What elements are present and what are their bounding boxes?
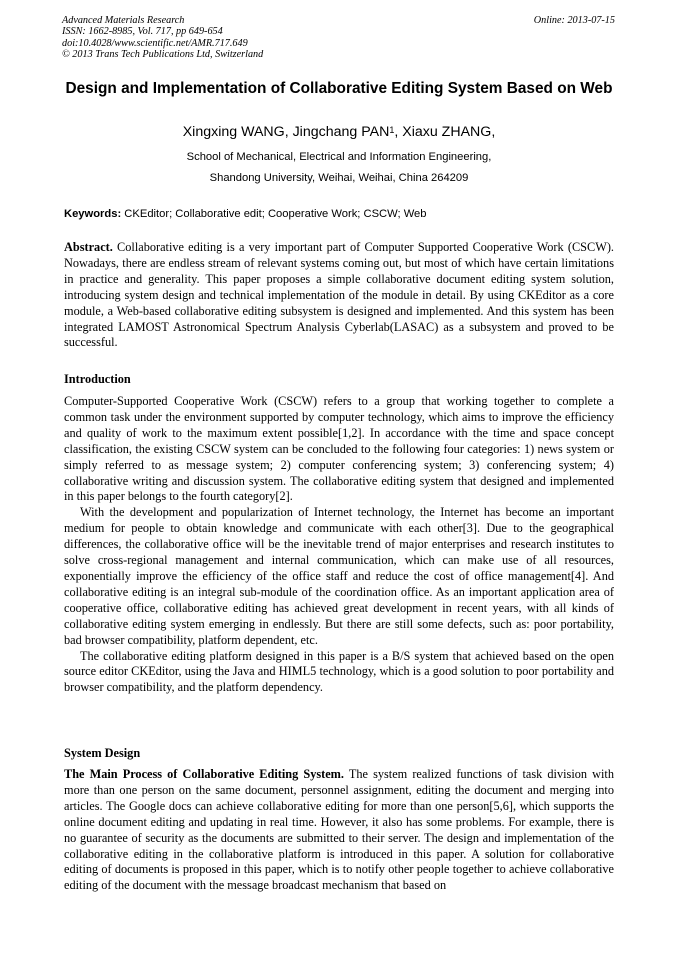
issn-line: ISSN: 1662-8985, Vol. 717, pp 649-654 [62, 26, 223, 38]
keywords-label: Keywords: [64, 208, 122, 220]
journal-header [62, 15, 615, 61]
keywords [64, 207, 614, 221]
copyright-line: © 2013 Trans Tech Publications Ltd, Switzerland [62, 49, 264, 61]
introduction-body [64, 394, 614, 696]
author-affiliation-mark: 1 [389, 125, 395, 135]
intro-paragraph-2: With the development and popularization of Internet technology, the Internet has become an important medium for people to obtain knowledge and communicate with each other[3]. Due to the geographical differences, the collaborative office will be the inevitable trend of major enterprises and research institutes to solve cross-regional management and internal communication, which can make use of all resources, exponentially improve the efficiency of the office staff and reduce the cost of office management[4]. And collaborative editing is an integral sub-module of the coordination office. As an important application area of cooperative office, collaborative editing has achieved great development in recent years, with all kinds of collaborative editing system emerging in endlessly. But there are still some defects, such as: poor portability, bad browser compatibility, platform dependent, etc. [64, 505, 614, 647]
authors-part1: Xingxing WANG, Jingchang PAN [182, 124, 390, 140]
abstract-text: Collaborative editing is a very important part of Computer Supported Cooperative Work (CSCW). Nowadays, there are endless stream of relevant systems coming out, but most of which have certain limitations in practice and generality. This paper proposes a simple collaborative document editing system solution, introducing system design and technical implementation of the module in detail. By using CKEditor as a core module, a Web-based collaborative editing subsystem is designed and implemented. And this system has been integrated LAMOST Astronomical Spectrum Analysis Cyberlab(LASAC) as a subsystem and proved to be successful. [64, 240, 614, 350]
subsection-heading-main-process: The Main Process of Collaborative Editing System. [64, 767, 344, 781]
abstract-label: Abstract. [64, 240, 113, 254]
authors-part2: , Xiaxu ZHANG, [394, 124, 496, 140]
author-list [64, 123, 614, 141]
system-design-paragraph [64, 767, 614, 894]
intro-paragraph-1: Computer-Supported Cooperative Work (CSCW) refers to a group that working together to complete a common task under the environment supported by computer technology, which aims to improve the efficiency and quality of work to the maximum extent possible[1,2]. In accordance with the time and space concept classification, the existing CSCW system can be concluded to the following four categories: 1) news system or simply referred to as message system; 2) computer conferencing system; 3) conferencing system; 4) collaborative writing and discussion system. The collaborative editing system that designed and implemented in this paper belongs to the fourth category[2]. [64, 394, 614, 504]
paper-title: Design and Implementation of Collaborative Editing System Based on Web [65, 80, 613, 97]
abstract [64, 240, 614, 351]
affiliation-line-1: School of Mechanical, Electrical and Information Engineering, [186, 151, 492, 163]
section-heading-system-design: System Design [64, 746, 141, 760]
keywords-text: CKEditor; Collaborative edit; Cooperative Work; CSCW; Web [121, 208, 427, 220]
system-design-body [64, 767, 614, 894]
system-design-text: The system realized functions of task division with more than one person on the same document, personnel assignment, editing the document and merging into articles. The Google docs can achieve collaborative editing for more than one person[5,6], which supports the online document editing and updating in real time. However, it also has some problems. For example, there is no guarantee of security as the documents are submitted to their server. The design and implementation of the collaborative editing in the collaborative platform is introduced in this paper. A solution for collaborative editing of documents is proposed in this paper, which is to notify other people together to achieve collaborative editing of the document with the message broadcast mechanism that based on [64, 767, 614, 893]
section-heading-introduction: Introduction [64, 372, 131, 386]
abstract-paragraph [64, 240, 614, 351]
journal-name: Advanced Materials Research [62, 15, 185, 26]
intro-paragraph-3: The collaborative editing platform designed in this paper is a B/S system that achieved based on the open source editor CKEditor, using the Java and HIML5 technology, which is a good solution to poor portability and browser compatibility, and the platform dependency. [64, 648, 614, 695]
affiliation-line-2: Shandong University, Weihai, Weihai, China 264209 [209, 172, 469, 184]
online-date: Online: 2013-07-15 [533, 15, 615, 26]
doi-line: doi:10.4028/www.scientific.net/AMR.717.649 [62, 37, 248, 49]
